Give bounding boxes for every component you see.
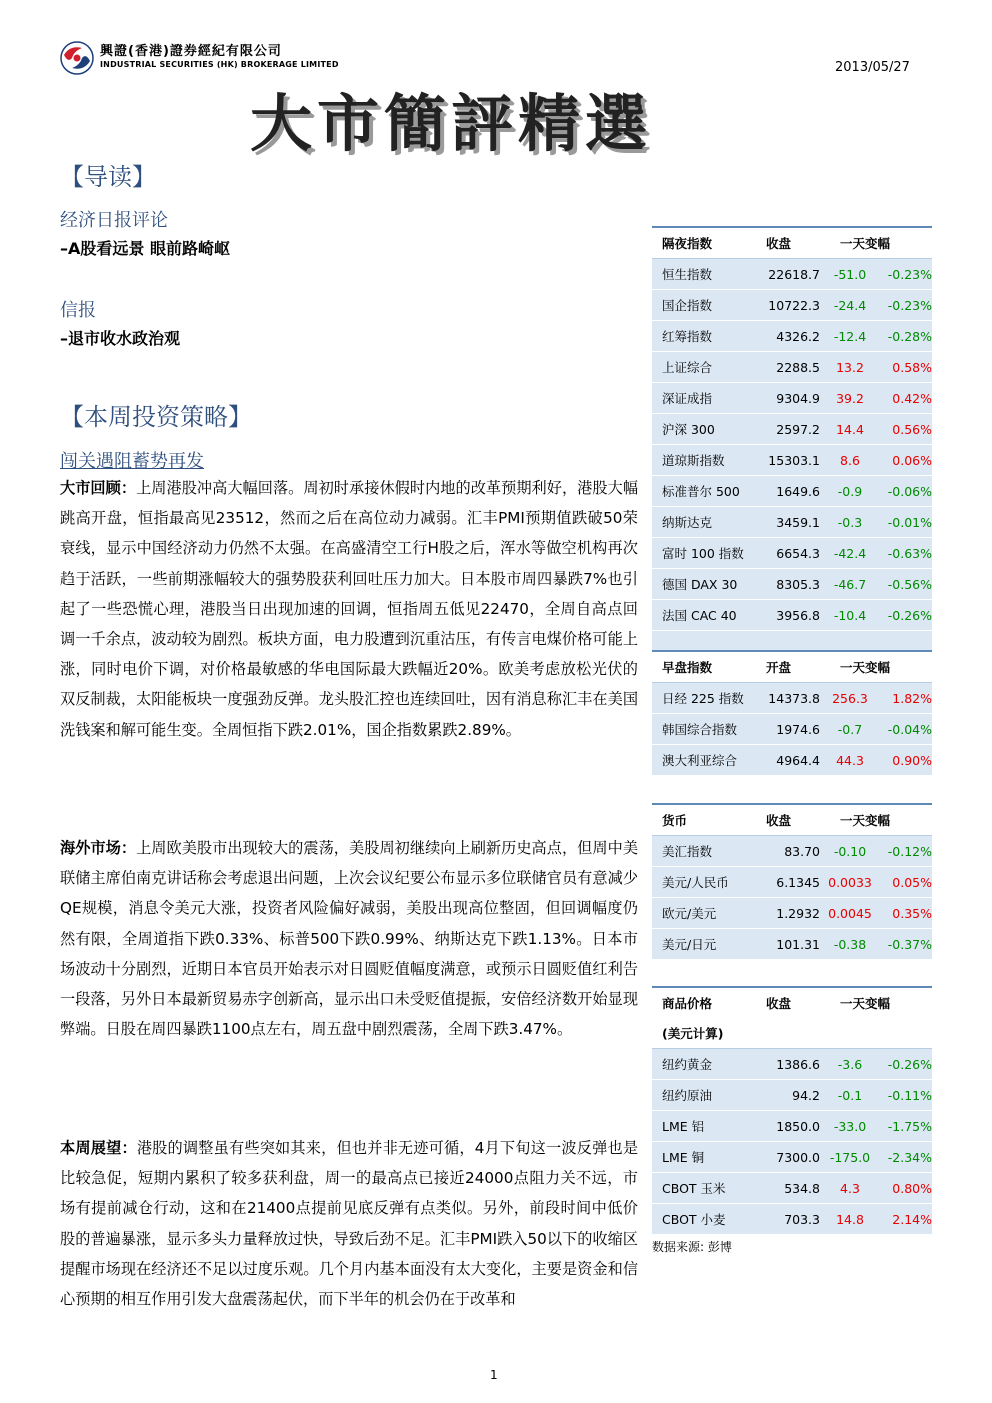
strategy-title: 闯关遇阻蓄势再发 xyxy=(60,451,204,472)
guide-article-link[interactable]: –退市收水政治观 xyxy=(60,329,181,348)
cell-change: -175.0 xyxy=(829,1149,871,1165)
cell-name: 国企指数 xyxy=(662,298,713,313)
table-row xyxy=(652,352,932,383)
cell-percent: -0.06% xyxy=(887,483,932,499)
cell-change: 13.2 xyxy=(836,359,864,375)
cell-change: 39.2 xyxy=(836,390,864,406)
table-row xyxy=(652,1173,932,1204)
table-row xyxy=(652,1080,932,1111)
cell-name: 美汇指数 xyxy=(662,844,713,859)
table-row xyxy=(652,414,932,445)
cell-value: 3956.8 xyxy=(776,607,820,623)
report-title: 大市簡評精選 xyxy=(250,87,653,160)
cell-value: 7300.0 xyxy=(776,1149,820,1165)
cell-change: 4.3 xyxy=(840,1180,860,1196)
header-cell: 收盘 xyxy=(766,996,792,1011)
cell-change: 256.3 xyxy=(832,690,868,706)
report-date: 2013/05/27 xyxy=(835,60,910,75)
cell-percent: -1.75% xyxy=(887,1118,932,1134)
header-cell: 一天变幅 xyxy=(839,236,890,251)
table-subheader xyxy=(652,1018,932,1049)
paragraph-label: 海外市场： xyxy=(60,839,137,857)
cell-change: 0.0033 xyxy=(828,874,872,890)
paragraph-market-review xyxy=(60,473,638,745)
table-row xyxy=(652,1204,932,1235)
cell-value: 4326.2 xyxy=(776,328,820,344)
cell-value: 22618.7 xyxy=(768,266,820,282)
data-source-note: 数据来源: 彭博 xyxy=(652,1240,732,1254)
cell-percent: 0.35% xyxy=(892,905,932,921)
header-cell: 一天变幅 xyxy=(839,813,890,828)
table-row xyxy=(652,745,932,776)
cell-name: 道琼斯指数 xyxy=(662,453,725,468)
table-row xyxy=(652,867,932,898)
table-header xyxy=(652,650,932,683)
header-cell: 一天变幅 xyxy=(839,996,890,1011)
table-row xyxy=(652,383,932,414)
cell-percent: -0.23% xyxy=(887,297,932,313)
cell-change: -10.4 xyxy=(833,607,867,623)
header-cell: 早盘指数 xyxy=(662,660,713,675)
header-cell: 开盘 xyxy=(766,660,792,675)
table-row xyxy=(652,507,932,538)
cell-change: -0.7 xyxy=(837,721,863,737)
cell-change: -0.3 xyxy=(837,514,863,530)
cell-name: LME 铝 xyxy=(662,1119,705,1134)
cell-name: 深证成指 xyxy=(662,391,713,406)
paragraph-text: 港股的调整虽有些突如其来，但也并非无迹可循，4月下旬这一波反弹也是比较急促，短期内累积了较多获利盘，周一的最高点已接近24000点阻力关不远，市场有提前减仓行动，这和在21400点提前见底反弹有点类似。另外，前段时间中低价股的普遍暴涨，显示多头力量释放过快，导致后劲不足。汇丰PMI跌入50以下的收缩区提醒市场现在经济还不足以过度乐观。几个月内基本面没有太大变化，主要是资金和信心预期的相互作用引发大盘震荡起伏，而下半年的机会仍在于改革和 xyxy=(60,1139,639,1309)
table-row xyxy=(652,836,932,867)
cell-percent: -0.11% xyxy=(887,1087,932,1103)
table-header xyxy=(652,986,932,1018)
cell-percent: -0.12% xyxy=(887,843,932,859)
cell-change: 14.8 xyxy=(836,1211,864,1227)
cell-name: 富时 100 指数 xyxy=(662,546,744,561)
cell-name: 欧元/美元 xyxy=(662,906,717,921)
header-cell: 隔夜指数 xyxy=(662,236,713,251)
cell-percent: -0.26% xyxy=(887,607,932,623)
cell-percent: 2.14% xyxy=(892,1211,932,1227)
cell-change: -33.0 xyxy=(833,1118,867,1134)
cell-value: 1.2932 xyxy=(776,905,820,921)
cell-name: 纽约原油 xyxy=(662,1088,713,1103)
paragraph-label: 大市回顾： xyxy=(60,479,137,497)
cell-value: 94.2 xyxy=(792,1087,820,1103)
table-row xyxy=(652,714,932,745)
table-row xyxy=(652,1049,932,1080)
cell-name: 上证综合 xyxy=(662,360,713,375)
table-row xyxy=(652,929,932,960)
cell-name: 日经 225 指数 xyxy=(662,691,744,706)
header-cell: 商品价格 xyxy=(662,996,713,1011)
cell-change: -0.9 xyxy=(837,483,863,499)
table-currency xyxy=(652,803,932,960)
cell-change: 14.4 xyxy=(836,421,864,437)
cell-percent: -0.56% xyxy=(887,576,932,592)
cell-name: 美元/人民币 xyxy=(662,875,729,890)
strategy-heading: 【本周投资策略】 xyxy=(60,403,252,431)
cell-percent: 0.90% xyxy=(892,752,932,768)
company-name-cn: 興證(香港)證券經紀有限公司 xyxy=(100,44,282,59)
table-row xyxy=(652,600,932,631)
cell-value: 2597.2 xyxy=(776,421,820,437)
cell-value: 14373.8 xyxy=(768,690,820,706)
guide-heading: 【导读】 xyxy=(60,163,156,191)
cell-name: 纽约黄金 xyxy=(662,1057,713,1072)
cell-value: 1850.0 xyxy=(776,1118,820,1134)
cell-name: 纳斯达克 xyxy=(662,515,713,530)
cell-value: 83.70 xyxy=(784,843,820,859)
table-row xyxy=(652,683,932,714)
table-row xyxy=(652,321,932,352)
paragraph-overseas-market xyxy=(60,833,638,1044)
header-cell: 收盘 xyxy=(766,236,792,251)
cell-value: 6654.3 xyxy=(776,545,820,561)
cell-change: -51.0 xyxy=(833,266,867,282)
table-row xyxy=(652,445,932,476)
cell-name: 恒生指数 xyxy=(662,267,713,282)
cell-value: 4964.4 xyxy=(776,752,820,768)
cell-value: 101.31 xyxy=(776,936,820,952)
paragraph-text: 上周欧美股市出现较大的震荡，美股周初继续向上刷新历史高点，但周中美联储主席伯南克讲话称会考虑退出问题，上次会议纪要公布显示多位联储官员有意减少QE规模，消息令美元大涨，投资者风险偏好减弱，美股出现高位整固，但回调幅度仍然有限，全周道指下跌0.33%、标普500下跌0.99%、纳斯达克下跌1.13%。日本市场波动十分剧烈，近期日本官员开始表示对日圆贬值幅度满意，或预示日圆贬值红利告一段落，另外日本最新贸易赤字创新高，显示出口未受贬值提振，安倍经济数开始显现弊端。日股在周四暴跌1100点左右，周五盘中剧烈震荡，全周下跌3.47%。 xyxy=(60,839,639,1039)
cell-name: 法国 CAC 40 xyxy=(662,608,737,623)
cell-percent: -0.26% xyxy=(887,1056,932,1072)
cell-percent: -2.34% xyxy=(887,1149,932,1165)
company-logo xyxy=(60,41,94,75)
cell-value: 10722.3 xyxy=(768,297,820,313)
cell-name: 德国 DAX 30 xyxy=(662,577,738,592)
cell-percent: 1.82% xyxy=(892,690,932,706)
cell-change: -24.4 xyxy=(833,297,867,313)
header-cell: 收盘 xyxy=(766,813,792,828)
cell-change: 44.3 xyxy=(836,752,864,768)
cell-change: -46.7 xyxy=(833,576,867,592)
cell-name: CBOT 玉米 xyxy=(662,1181,726,1196)
cell-value: 2288.5 xyxy=(776,359,820,375)
table-morning-indices xyxy=(652,650,932,776)
cell-percent: 0.56% xyxy=(892,421,932,437)
cell-value: 8305.3 xyxy=(776,576,820,592)
table-row xyxy=(652,898,932,929)
cell-name: 红筹指数 xyxy=(662,329,713,344)
header-cell: 一天变幅 xyxy=(839,660,890,675)
paragraph-label: 本周展望： xyxy=(60,1139,137,1157)
cell-change: 8.6 xyxy=(840,452,860,468)
cell-name: 标准普尔 500 xyxy=(662,484,740,499)
cell-value: 1386.6 xyxy=(776,1056,820,1072)
header-cell: 货币 xyxy=(662,813,688,828)
cell-change: -3.6 xyxy=(837,1056,863,1072)
cell-percent: 0.05% xyxy=(892,874,932,890)
cell-percent: 0.06% xyxy=(892,452,932,468)
cell-percent: -0.01% xyxy=(887,514,932,530)
cell-name: 沪深 300 xyxy=(662,422,715,437)
table-row xyxy=(652,569,932,600)
cell-percent: 0.42% xyxy=(892,390,932,406)
cell-value: 3459.1 xyxy=(776,514,820,530)
table-commodity xyxy=(652,986,932,1235)
cell-percent: -0.37% xyxy=(887,936,932,952)
cell-value: 9304.9 xyxy=(776,390,820,406)
header-cell: (美元计算) xyxy=(662,1026,724,1041)
paragraph-text: 上周港股冲高大幅回落。周初时承接休假时内地的改革预期利好，港股大幅跳高开盘，恒指最高见23512，然而之后在高位动力减弱。汇丰PMI预期值跌破50荣衰线，显示中国经济动力仍然不太强。在高盛清空工行H股之后，浑水等做空机构再次趋于活跃，一些前期涨幅较大的强势股获利回吐压力加大。日本股市周四暴跌7%也引起了一些恐慌心理，港股当日出现加速的回调，恒指周五低见22470，全周自高点回调一千余点，波动较为剧烈。板块方面，电力股遭到沉重沽压，有传言电煤价格可能上涨，同时电价下调，对价格最敏感的华电国际最大跌幅近20%。欧美考虑放松光伏的双反制裁，太阳能板块一度强劲反弹。龙头股汇控也连续回吐，因有消息称汇丰在美国洗钱案和解可能生变。全周恒指下跌2.01%，国企指数累跌2.89%。 xyxy=(60,479,639,739)
cell-change: -0.10 xyxy=(833,843,867,859)
cell-percent: 0.58% xyxy=(892,359,932,375)
cell-percent: -0.28% xyxy=(887,328,932,344)
cell-change: -0.1 xyxy=(837,1087,863,1103)
guide-source-title: 经济日报评论 xyxy=(60,210,168,231)
table-header xyxy=(652,226,932,259)
cell-value: 15303.1 xyxy=(768,452,820,468)
table-header xyxy=(652,803,932,836)
cell-percent: 0.80% xyxy=(892,1180,932,1196)
cell-percent: -0.23% xyxy=(887,266,932,282)
cell-percent: -0.63% xyxy=(887,545,932,561)
table-overnight-indices xyxy=(652,226,932,662)
cell-name: 韩国综合指数 xyxy=(662,722,738,737)
cell-name: 澳大利亚综合 xyxy=(662,753,738,768)
cell-name: LME 铜 xyxy=(662,1150,705,1165)
table-row xyxy=(652,1111,932,1142)
cell-value: 534.8 xyxy=(784,1180,820,1196)
cell-change: -42.4 xyxy=(833,545,867,561)
paragraph-weekly-outlook xyxy=(60,1133,638,1314)
table-row xyxy=(652,538,932,569)
cell-name: 美元/日元 xyxy=(662,937,717,952)
guide-source-title: 信报 xyxy=(60,300,96,321)
cell-value: 703.3 xyxy=(784,1211,820,1227)
company-name-en: INDUSTRIAL SECURITIES (HK) BROKERAGE LIMITED xyxy=(100,60,339,69)
guide-article-link[interactable]: –A股看远景 眼前路崎岖 xyxy=(60,239,230,258)
table-row xyxy=(652,1142,932,1173)
cell-percent: -0.04% xyxy=(887,721,932,737)
cell-name: CBOT 小麦 xyxy=(662,1212,726,1227)
cell-change: 0.0045 xyxy=(828,905,872,921)
table-row xyxy=(652,290,932,321)
cell-value: 6.1345 xyxy=(776,874,820,890)
page-number: 1 xyxy=(490,1368,498,1382)
cell-change: -0.38 xyxy=(833,936,867,952)
cell-change: -12.4 xyxy=(833,328,867,344)
table-row xyxy=(652,476,932,507)
table-row xyxy=(652,259,932,290)
cell-value: 1974.6 xyxy=(776,721,820,737)
cell-value: 1649.6 xyxy=(776,483,820,499)
